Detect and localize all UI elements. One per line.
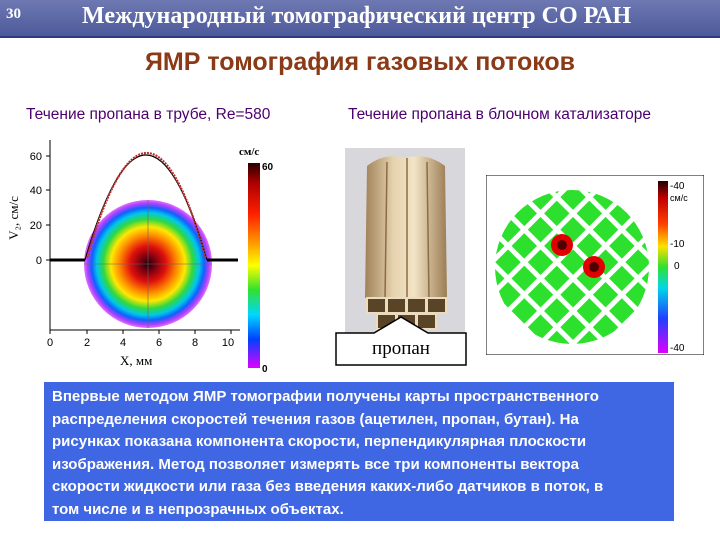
x-tick-label: 8 (191, 337, 199, 349)
x-tick-label: 6 (155, 337, 163, 349)
x-tick-label: 4 (119, 337, 127, 349)
right-colorbar-top: -40 (670, 181, 685, 192)
colorbar-max-label: 60 (262, 162, 274, 173)
right-colorbar-label: -10 (670, 239, 685, 250)
right-subtitle: Течение пропана в блочном катализаторе (348, 106, 651, 123)
y-axis-label: V₂, см/с (5, 196, 21, 240)
slide-number: 30 (6, 6, 21, 22)
x-tick-label: 0 (46, 337, 54, 349)
velocity-profile-plot (0, 130, 340, 375)
info-line: скорости жидкости или газа без введения каких-либо датчиков в поток, в (52, 478, 604, 496)
info-line: изображения. Метод позволяет измерять все три компоненты вектора (52, 455, 579, 473)
x-axis-label: X, мм (120, 353, 153, 368)
info-line: Впервые методом ЯМР томографии получены карты пространственного (52, 388, 599, 405)
right-colorbar-label: 0 (674, 261, 680, 272)
header-bar (0, 0, 720, 38)
left-colorbar (248, 163, 260, 368)
left-colorbar-unit: см/с (239, 146, 260, 158)
info-line: том числе и в непрозрачных объектах. (52, 500, 344, 518)
y-tick-label: 20 (29, 220, 42, 232)
catalyst-velocity-map (486, 175, 704, 355)
info-line: рисунках показана компонента скорости, перпендикулярная плоскости (52, 433, 587, 451)
y-tick-label: 0 (35, 255, 42, 267)
propane-label: пропан (372, 338, 430, 359)
right-colorbar-unit: см/с (670, 193, 688, 203)
x-tick-label: 10 (221, 337, 235, 349)
colorbar-min-label: 0 (262, 364, 268, 375)
left-subtitle: Течение пропана в трубе, Re=580 (26, 106, 271, 123)
header-title: Международный томографический центр СО РАН (82, 3, 632, 29)
info-box (44, 382, 674, 521)
info-line: распределения скоростей течения газов (ацетилен, пропан, бутан). На (52, 410, 579, 428)
x-tick-label: 2 (83, 337, 91, 349)
y-tick-label: 60 (29, 151, 42, 163)
y-tick-label: 40 (29, 185, 42, 197)
right-colorbar-label: -40 (670, 343, 685, 354)
main-title: ЯМР томография газовых потоков (144, 48, 576, 76)
